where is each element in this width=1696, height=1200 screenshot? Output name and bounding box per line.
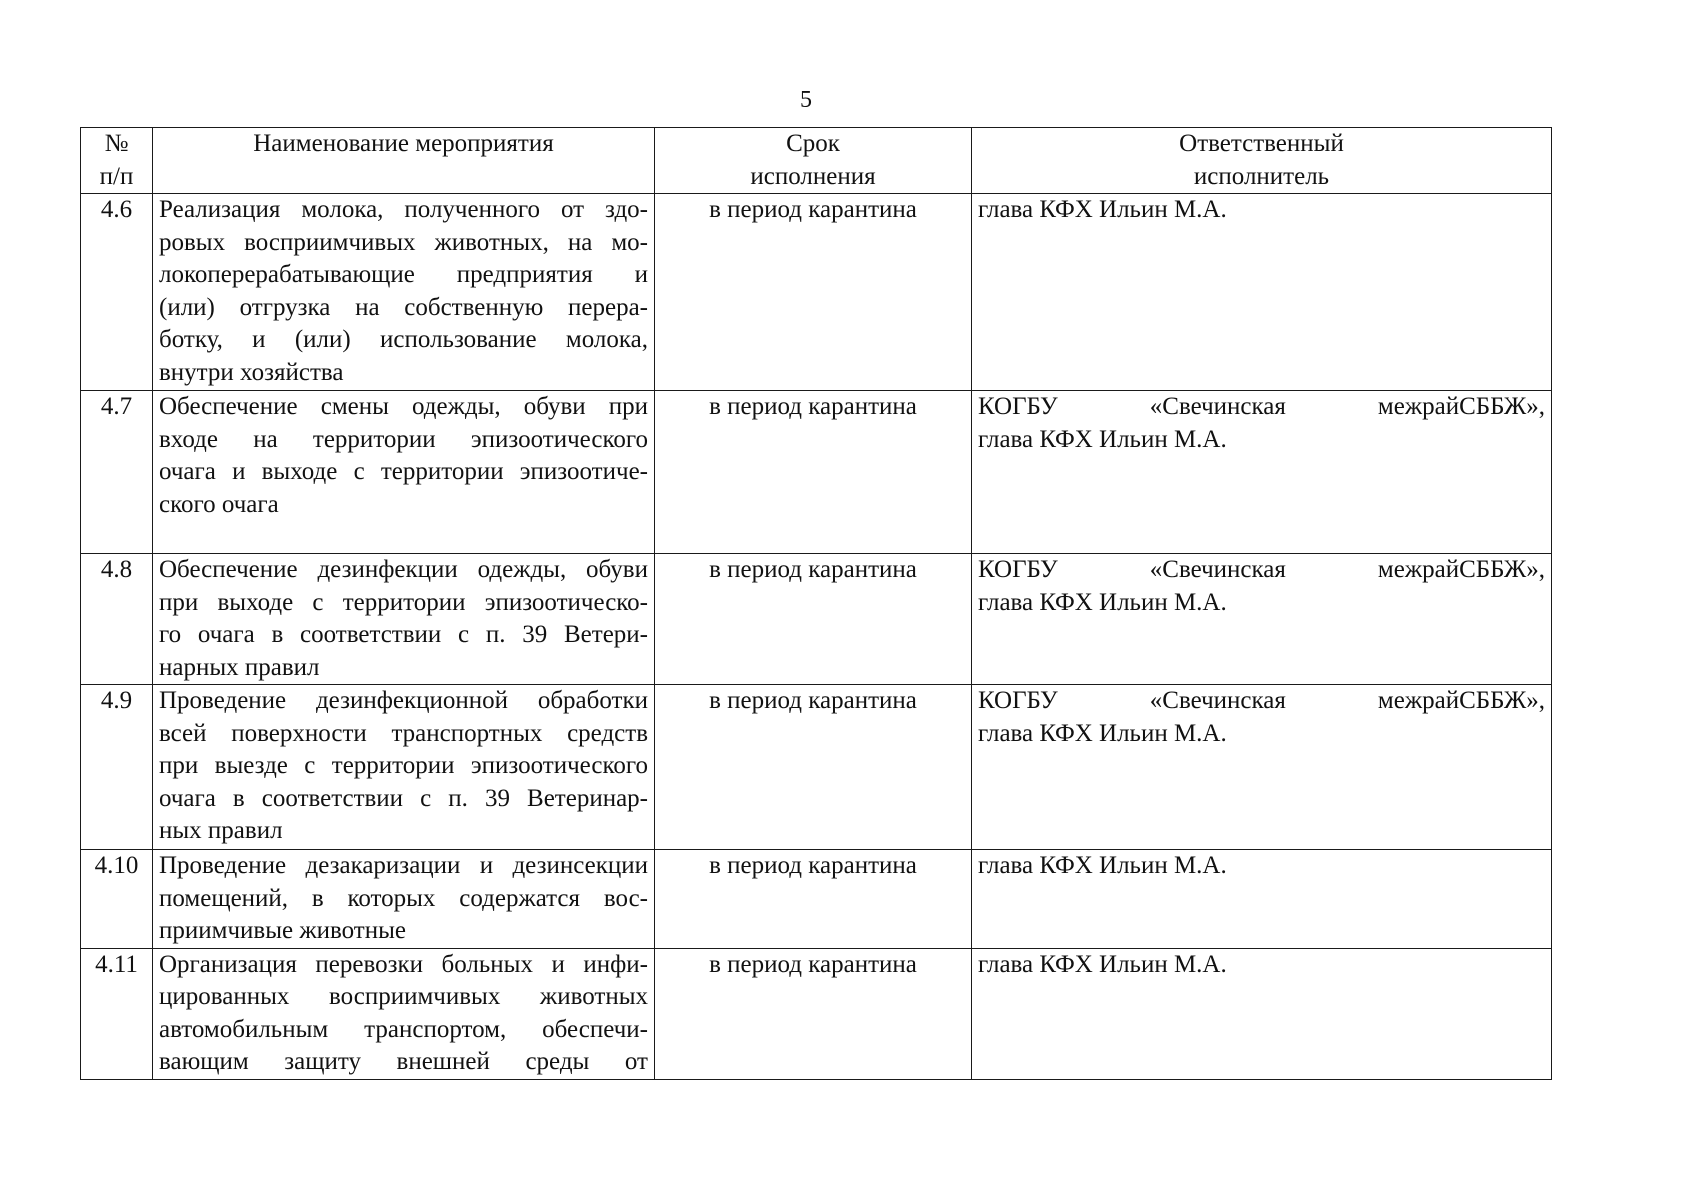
table-row (81, 685, 1552, 850)
header-name (153, 128, 655, 194)
measure-name-line: при выезде с территории эпизоотического (159, 752, 648, 779)
header-responsible (972, 128, 1552, 194)
deadline: в период карантина (655, 391, 972, 554)
measure-name (153, 554, 655, 685)
deadline: в период карантина (655, 850, 972, 949)
responsible (972, 391, 1552, 554)
header-num (81, 128, 153, 194)
table-row (81, 554, 1552, 685)
header-term-line: Срок (786, 130, 840, 157)
table-row (81, 391, 1552, 554)
measure-name-line: го очага в соответствии с п. 39 Ветери- (159, 621, 648, 648)
measure-name-line: ровых восприимчивых животных, на мо- (159, 228, 648, 256)
deadline: в период карантина (655, 685, 972, 850)
responsible-line: глава КФХ Ильин М.А. (978, 950, 1227, 978)
measure-name-line: всей поверхности транспортных средств (159, 719, 648, 747)
responsible-line: КОГБУ «Свечинская межрайСББЖ», (978, 556, 1545, 583)
responsible (972, 194, 1552, 391)
measure-name-line: при выходе с территории эпизоотическо- (159, 588, 648, 616)
deadline: в период карантина (655, 194, 972, 391)
measure-name-line: приимчивые животные (159, 917, 407, 944)
measure-name (153, 850, 655, 949)
measure-name-line: ных правил (159, 817, 283, 844)
measure-name-line: локоперерабатывающие предприятия и (159, 261, 648, 288)
row-number: 4.7 (81, 391, 153, 554)
measure-name-line: цированных восприимчивых животных (159, 983, 648, 1010)
measure-name-line: Проведение дезинфекционной обработки (159, 687, 648, 714)
deadline: в период карантина (655, 554, 972, 685)
table-row (81, 194, 1552, 391)
measure-name-line: входе на территории эпизоотического (159, 425, 648, 453)
measures-table (80, 127, 1552, 1080)
measure-name-line: внутри хозяйства (159, 358, 344, 386)
measure-name-line: помещений, в которых содержатся вос- (159, 884, 648, 912)
measure-name-line: Обеспечение дезинфекции одежды, обуви (159, 556, 648, 583)
measure-name-line: очага и выходе с территории эпизоотиче- (159, 458, 648, 485)
page-number: 5 (800, 87, 812, 113)
row-number: 4.6 (81, 194, 153, 391)
responsible-line: КОГБУ «Свечинская межрайСББЖ», (978, 393, 1545, 420)
responsible (972, 685, 1552, 850)
header-term (655, 128, 972, 194)
responsible-line: глава КФХ Ильин М.А. (978, 852, 1227, 879)
header-responsible-line: исполнитель (1193, 162, 1330, 190)
measure-name (153, 948, 655, 1079)
responsible-line: глава КФХ Ильин М.А. (978, 196, 1227, 223)
measure-name-line: Организация перевозки больных и инфи- (159, 950, 648, 978)
measure-name-line: ботку, и (или) использование молока, (159, 326, 648, 353)
row-number: 4.8 (81, 554, 153, 685)
responsible-line: глава КФХ Ильин М.А. (978, 588, 1227, 616)
measure-name-line: вающим защиту внешней среды от (159, 1048, 648, 1075)
deadline: в период карантина (655, 948, 972, 1079)
row-number: 4.9 (81, 685, 153, 850)
measure-name-line: нарных правил (159, 653, 320, 681)
responsible-line: глава КФХ Ильин М.А. (978, 425, 1227, 453)
measure-name-line: автомобильным транспортом, обеспечи- (159, 1015, 648, 1043)
measure-name-line: очага в соответствии с п. 39 Ветеринар- (159, 784, 648, 812)
table-row (81, 948, 1552, 1079)
measure-name-line: Проведение дезакаризации и дезинсекции (159, 852, 648, 879)
measure-name (153, 685, 655, 850)
measure-name-line: ского очага (159, 490, 279, 518)
header-name-text: Наименование мероприятия (253, 130, 554, 157)
measure-name (153, 391, 655, 554)
measure-name-line: Обеспечение смены одежды, обуви при (159, 393, 648, 420)
responsible-line: глава КФХ Ильин М.А. (978, 719, 1227, 747)
header-num-line: № (104, 130, 129, 157)
header-num-line: п/п (99, 162, 134, 190)
header-term-line: исполнения (750, 162, 876, 190)
responsible (972, 554, 1552, 685)
table-row (81, 850, 1552, 949)
responsible-line: КОГБУ «Свечинская межрайСББЖ», (978, 687, 1545, 714)
table-header-row (81, 128, 1552, 194)
row-number: 4.11 (81, 948, 153, 1079)
measure-name (153, 194, 655, 391)
row-number: 4.10 (81, 850, 153, 949)
responsible (972, 948, 1552, 1079)
responsible (972, 850, 1552, 949)
header-responsible-line: Ответственный (1179, 130, 1344, 157)
measure-name-line: (или) отгрузка на собственную перера- (159, 293, 648, 321)
measure-name-line: Реализация молока, полученного от здо- (159, 196, 648, 223)
